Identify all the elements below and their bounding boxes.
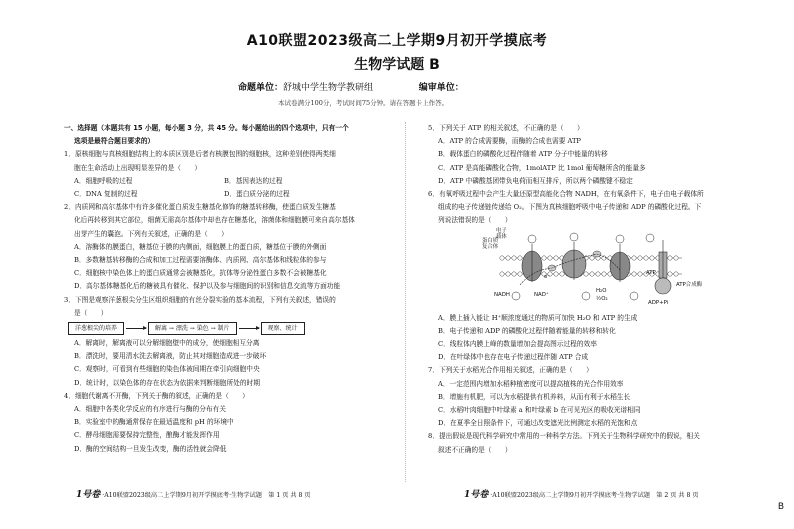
lipid-head — [500, 255, 504, 259]
exam-meta — [238, 80, 464, 93]
arrow-icon — [239, 328, 259, 329]
option-c[interactable]: C．线粒体内膜上峰的数量增加会提高图示过程的效率 — [438, 340, 597, 349]
lipid-head — [518, 255, 522, 259]
option-d[interactable]: D．ATP 中磷酸基团带负电荷而相互排斥，所以两个磷酸键不稳定 — [438, 176, 633, 185]
options — [64, 188, 380, 201]
question-line: 2．内质网和高尔基体中有许多催化蛋白质发生糖基化修饰的糖基转移酶，使蛋白质发生糖基 — [64, 203, 336, 212]
footer-text: ·A10联盟2023级高二上学期9月初开学摸底考·生物学试题 第 1 页 共 8 页 — [102, 492, 311, 499]
version-mark: B — [777, 502, 784, 512]
lipid-head — [668, 271, 672, 275]
lipid-head — [632, 255, 636, 259]
flow-step-slide: 解离 → 漂洗 → 染色 → 制片 — [148, 322, 237, 335]
footer-text: ·A10联盟2023级高二上学期9月初开学摸底考·生物学试题 第 2 页 共 8 页 — [490, 492, 699, 499]
question-5 — [428, 122, 744, 188]
option-b[interactable]: B．实验室中的酶通常保存在最适温度和 pH 的环境中 — [74, 418, 234, 427]
question-line: 组成的电子传递链传递给 O₂。下图为真核细胞呼吸中电子传递和 ADP 的磷酸化过程。下 — [438, 203, 702, 212]
lipid-head — [506, 271, 510, 275]
exam-note: 本试卷满分100分，考试时间75分钟。请在答题卡上作答。 — [278, 99, 449, 107]
question-line: 7．下列关于水稻光合作用相关叙述，正确的是（ ） — [428, 366, 593, 375]
column-divider — [405, 122, 406, 482]
exam-title: A10联盟2023级高二上学期9月初开学摸底考 — [246, 33, 548, 49]
lipid-head — [512, 255, 516, 259]
proposer-label: 命题单位： — [238, 83, 284, 93]
option-b[interactable]: B．增施有机肥，可以为水稻提供有机养料，从而有利于水稻生长 — [438, 392, 631, 401]
question-7 — [428, 364, 744, 430]
question-1 — [64, 148, 380, 201]
lipid-head — [500, 271, 504, 275]
option-c[interactable]: C．观察时，可看到有些细胞的染色体被间期在牵引向细胞中央 — [74, 365, 260, 374]
lipid-head — [548, 255, 552, 259]
question-line: 8．提出假说是现代科学研究中常用的一种科学方法。下列关于生物科学研究中的假说，相关 — [428, 432, 700, 441]
lipid-head — [590, 271, 594, 275]
proposer: 舒城中学生物学教研组 — [283, 83, 374, 93]
lipid-head — [644, 255, 648, 259]
logo: 1号卷 — [464, 490, 489, 500]
option-c[interactable]: C．酵母细胞需要保持完整性，酿酶才能发挥作用 — [74, 431, 220, 440]
lipid-head — [638, 255, 642, 259]
label-electron: e⁻ — [544, 273, 551, 280]
lipid-head — [542, 255, 546, 259]
footer-left — [76, 487, 311, 500]
label-atp-synthase: ATP合成酶 — [676, 281, 702, 288]
question-4 — [64, 390, 380, 456]
lipid-head — [596, 271, 600, 275]
option-d[interactable]: D．在叶绿体中也存在电子传递过程伴随 ATP 合成 — [438, 353, 589, 362]
option-d[interactable]: D．统计时，以染色体的存在状态为依据来判断细胞所处的时期 — [74, 378, 260, 387]
question-line: 1．原核细胞与真核细胞结构上的本质区别是后者有核膜包围的细胞核，这种差别使得两类细 — [64, 150, 336, 159]
label-nadh: NADH — [494, 291, 510, 298]
question-line: 叙述不正确的是（ ） — [438, 445, 512, 454]
label-carrier: 电子 载体 — [496, 227, 507, 240]
option-a[interactable]: A．一定范围内增加水稻种植密度可以提高植株的光合作用效率 — [438, 379, 624, 388]
flow-step-culture: 洋葱根尖的培养 — [68, 322, 124, 335]
reviewer-label: 编审单位： — [418, 83, 464, 93]
option-a[interactable]: A．细胞中各类化学反应的有序进行与酶的分布有关 — [74, 405, 226, 414]
right-column — [428, 122, 744, 457]
option-c[interactable]: C．DNA 复制的过程 — [74, 190, 138, 199]
question-line: 胞在生命活动上出现明显差异的是（ ） — [74, 163, 202, 172]
option-c[interactable]: C．水稻叶肉细胞中叶绿素 a 和叶绿素 b 在可见光区的吸收光谱相同 — [438, 406, 641, 415]
option-d[interactable]: D．蛋白质分泌的过程 — [224, 190, 290, 199]
arrow-icon — [126, 328, 146, 329]
label-nad: NAD⁺ — [534, 291, 549, 298]
question-line: 5．下列关于 ATP 的相关叙述，不正确的是（ ） — [428, 124, 584, 132]
procedure-flowchart — [68, 321, 380, 335]
question-6 — [428, 188, 744, 364]
option-b[interactable]: B．基因表达的过程 — [224, 176, 283, 185]
lipid-head — [590, 255, 594, 259]
option-a[interactable]: A．解离时，解离液可以分解细胞壁中的成分，使细胞相互分离 — [74, 339, 260, 348]
lipid-head — [650, 255, 654, 259]
lipid-head — [518, 271, 522, 275]
lipid-head — [602, 271, 606, 275]
lipid-head — [554, 255, 558, 259]
lipid-head — [584, 271, 588, 275]
question-line: 化后再转移到其它部位，细菌无需高尔基体中却也存在糖基化，溶菌体和细胞膜可来自高尔基体 — [74, 216, 355, 225]
question-line: 4．细胞代谢离不开酶，下列关于酶的叙述，正确的是（ ） — [64, 391, 249, 400]
section-heading: 一、选择题（本题共有 15 小题，每小题 3 分，共 45 分。每小题给出的四个选项中，只有一个 — [64, 124, 349, 132]
option-b[interactable]: B．多数糖基转移酶的合成和加工过程需要溶酶体、内质网、高尔基体和线粒体的参与 — [74, 256, 327, 265]
option-b[interactable]: B．漂洗时，要用清水洗去解离液，防止其对细胞造成进一步破坏 — [74, 352, 267, 361]
atp-synthase-head — [655, 278, 671, 294]
question-8 — [428, 430, 744, 456]
label-atp: ATP — [646, 269, 656, 276]
label-adp: ADP+Pi — [648, 299, 669, 306]
question-line: 是（ ） — [74, 308, 108, 317]
option-d[interactable]: D．酶的空间结构一旦发生改变，酶的活性就会降低 — [74, 444, 227, 453]
electron-transport-figure — [482, 227, 712, 308]
option-b[interactable]: B．电子传递和 ADP 的磷酸化过程伴随着能量的转移和转化 — [438, 326, 616, 335]
lipid-head — [512, 271, 516, 275]
flow-step-observe: 观察、统计 — [261, 322, 305, 335]
lipid-head — [554, 271, 558, 275]
exam-subtitle: 生物学试题 B — [354, 57, 440, 73]
left-column — [64, 122, 380, 456]
question-2 — [64, 201, 380, 293]
lipid-head — [674, 271, 678, 275]
option-b[interactable]: B．载体蛋白的磷酸化过程伴随着 ATP 分子中能量的转移 — [438, 150, 608, 159]
question-line: 3．下图是观察洋葱根尖分生区组织细胞的有丝分裂实验的基本流程，下列有关叙述，错误的 — [64, 295, 336, 304]
option-c[interactable]: C．细胞核中染色体上的蛋白质通常会被糖基化，抗体等分泌性蛋白多数不会被糖基化 — [74, 269, 327, 278]
lipid-head — [674, 255, 678, 259]
lipid-head — [632, 271, 636, 275]
option-a[interactable]: A．ATP 的合成需要酶，而酶的合成也需要 ATP — [438, 137, 581, 146]
label-o2: ½O₂ — [596, 295, 608, 302]
label-h2o: H₂O — [596, 287, 607, 294]
question-line: 6．有氧呼吸过程中会产生大量还原型高能化合物 NADH，在有氧条件下，电子由电子载体所 — [428, 190, 704, 199]
lipid-head — [668, 255, 672, 259]
lipid-head — [506, 255, 510, 259]
option-d[interactable]: D．在夏季全日照条件下，可通过改变遮光比例测定水稻的光饱和点 — [438, 419, 638, 428]
question-3 — [64, 294, 380, 390]
option-d[interactable]: D．高尔基体糖基化后的糖被具有催化、保护以及参与细胞间的识别和信息交流等方面功能 — [74, 282, 341, 291]
lipid-head — [638, 271, 642, 275]
option-a[interactable]: A．细胞呼吸的过程 — [74, 176, 133, 185]
option-a[interactable]: A．溶酶体的膜蛋白，糖基位于膜的内侧面，细胞膜上的蛋白质，糖基位于膜的外侧面 — [74, 242, 327, 251]
footer-right — [464, 487, 699, 500]
options — [64, 175, 380, 188]
question-line: 列说法错误的是（ ） — [438, 216, 512, 225]
label-protein-complex: 蛋白质 复合体 — [482, 237, 499, 250]
option-c[interactable]: C．ATP 是高能磷酸化合物，1molATP 比 1mol 葡萄糖所含的能量多 — [438, 163, 646, 172]
option-a[interactable]: A．膜上插入能让 H⁺顺浓度通过的物质可加快 H₂O 和 ATP 的生成 — [438, 313, 638, 322]
lipid-head — [560, 271, 564, 275]
question-line: 出芽产生的囊泡。下列有关叙述，正确的是（ ） — [74, 229, 228, 238]
section-heading-cont: 选项是最符合题目要求的） — [74, 137, 155, 146]
logo: 1号卷 — [76, 490, 101, 500]
